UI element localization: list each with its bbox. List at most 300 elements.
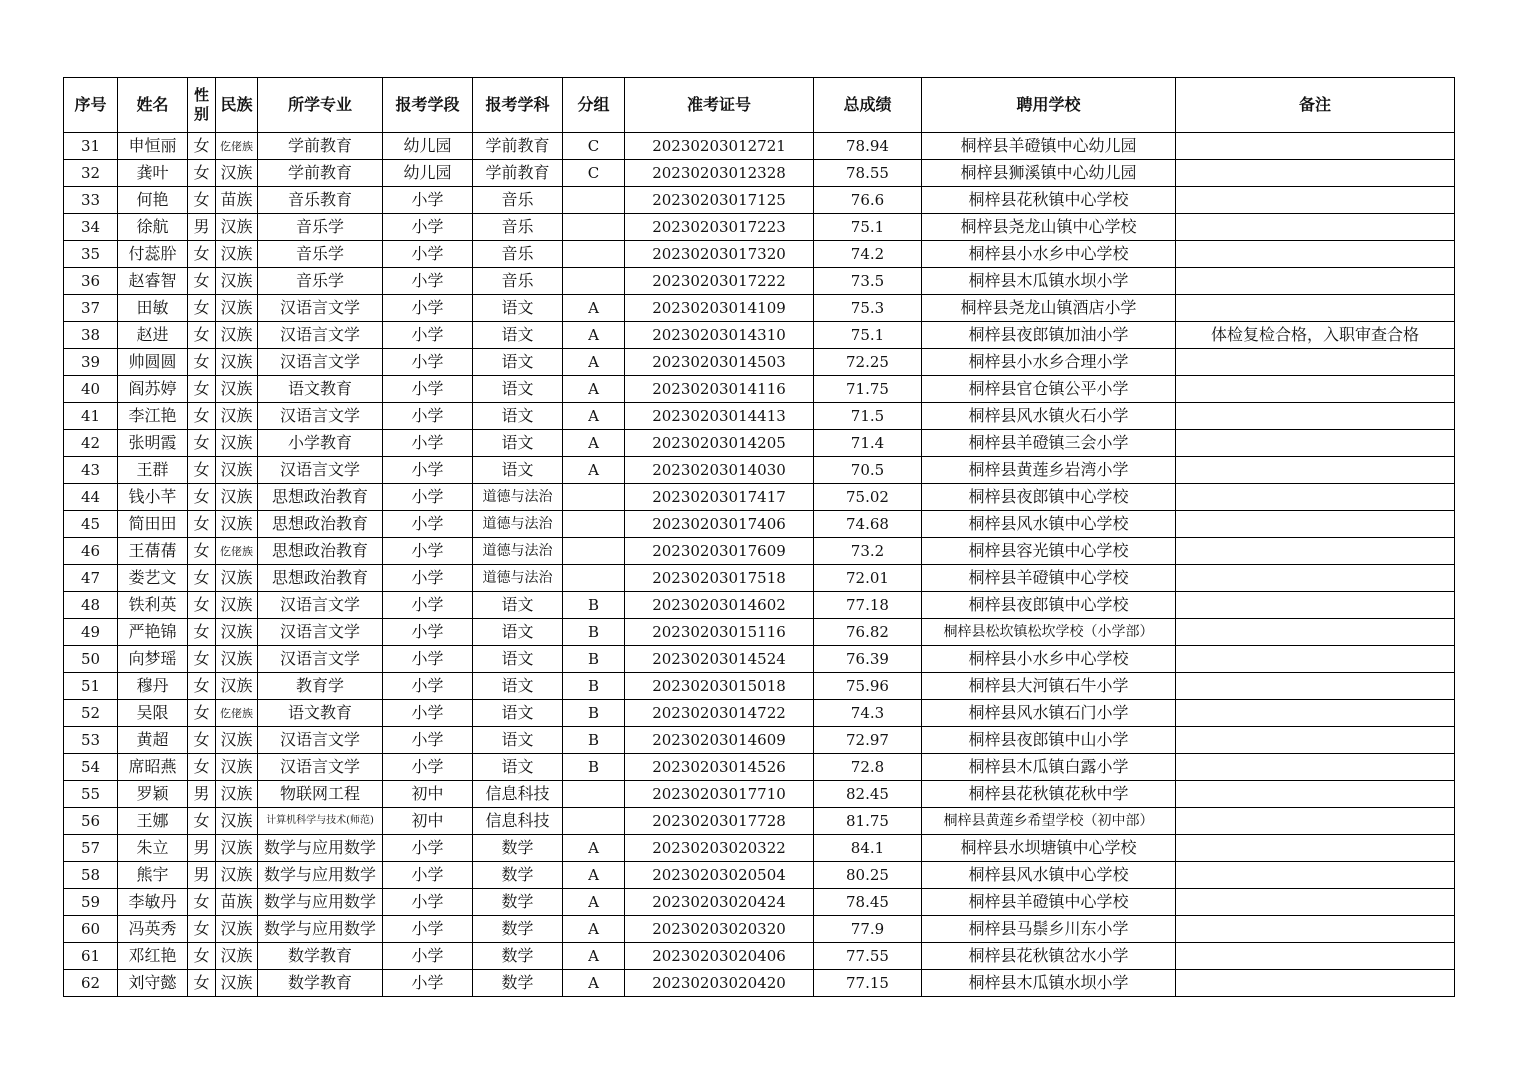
cell-remark <box>1176 727 1455 754</box>
header-seq: 序号 <box>64 78 118 133</box>
cell-ethnic: 苗族 <box>216 889 258 916</box>
cell-subject: 语文 <box>473 592 563 619</box>
cell-ethnic: 汉族 <box>216 835 258 862</box>
cell-name: 严艳锦 <box>118 619 188 646</box>
cell-score: 72.25 <box>814 349 922 376</box>
cell-remark <box>1176 916 1455 943</box>
cell-ethnic: 汉族 <box>216 862 258 889</box>
cell-stage: 小学 <box>383 295 473 322</box>
cell-subject: 音乐 <box>473 241 563 268</box>
cell-stage: 小学 <box>383 241 473 268</box>
cell-name: 熊宇 <box>118 862 188 889</box>
cell-subject: 数学 <box>473 835 563 862</box>
cell-seq: 33 <box>64 187 118 214</box>
cell-score: 76.39 <box>814 646 922 673</box>
cell-group: B <box>563 646 625 673</box>
cell-sex: 女 <box>188 322 216 349</box>
cell-group <box>563 187 625 214</box>
header-name: 姓名 <box>118 78 188 133</box>
cell-seq: 48 <box>64 592 118 619</box>
table-row <box>64 862 1455 889</box>
cell-major: 数学教育 <box>258 970 383 997</box>
cell-ethnic: 汉族 <box>216 754 258 781</box>
cell-name: 钱小芊 <box>118 484 188 511</box>
cell-major: 语文教育 <box>258 700 383 727</box>
cell-exam-id: 20230203014609 <box>625 727 814 754</box>
cell-stage: 初中 <box>383 781 473 808</box>
cell-school: 桐梓县羊磴镇中心学校 <box>922 889 1176 916</box>
table-row <box>64 889 1455 916</box>
cell-stage: 小学 <box>383 430 473 457</box>
cell-subject: 语文 <box>473 403 563 430</box>
cell-sex: 男 <box>188 835 216 862</box>
cell-seq: 34 <box>64 214 118 241</box>
cell-name: 冯英秀 <box>118 916 188 943</box>
cell-seq: 43 <box>64 457 118 484</box>
cell-seq: 42 <box>64 430 118 457</box>
cell-group: A <box>563 943 625 970</box>
cell-stage: 小学 <box>383 322 473 349</box>
cell-name: 黄超 <box>118 727 188 754</box>
cell-subject: 语文 <box>473 673 563 700</box>
table-row <box>64 457 1455 484</box>
header-major: 所学专业 <box>258 78 383 133</box>
cell-major: 学前教育 <box>258 133 383 160</box>
cell-exam-id: 20230203017710 <box>625 781 814 808</box>
cell-ethnic: 汉族 <box>216 322 258 349</box>
cell-score: 84.1 <box>814 835 922 862</box>
cell-remark <box>1176 646 1455 673</box>
cell-score: 77.15 <box>814 970 922 997</box>
cell-seq: 59 <box>64 889 118 916</box>
cell-group: A <box>563 349 625 376</box>
cell-ethnic: 汉族 <box>216 565 258 592</box>
header-subject: 报考学科 <box>473 78 563 133</box>
table-row <box>64 619 1455 646</box>
table-row <box>64 700 1455 727</box>
cell-remark <box>1176 376 1455 403</box>
cell-sex: 女 <box>188 646 216 673</box>
cell-stage: 小学 <box>383 592 473 619</box>
cell-seq: 46 <box>64 538 118 565</box>
table-row <box>64 214 1455 241</box>
cell-score: 80.25 <box>814 862 922 889</box>
cell-score: 81.75 <box>814 808 922 835</box>
cell-major: 思想政治教育 <box>258 565 383 592</box>
cell-sex: 女 <box>188 457 216 484</box>
table-row <box>64 511 1455 538</box>
cell-major: 音乐学 <box>258 268 383 295</box>
cell-subject: 语文 <box>473 376 563 403</box>
table-row <box>64 187 1455 214</box>
table-row <box>64 349 1455 376</box>
cell-group: B <box>563 727 625 754</box>
cell-name: 穆丹 <box>118 673 188 700</box>
cell-sex: 女 <box>188 916 216 943</box>
cell-name: 申恒丽 <box>118 133 188 160</box>
cell-stage: 小学 <box>383 457 473 484</box>
cell-subject: 数学 <box>473 916 563 943</box>
cell-group: A <box>563 430 625 457</box>
cell-sex: 女 <box>188 511 216 538</box>
header-sex-text: 性别 <box>194 86 210 123</box>
cell-ethnic: 汉族 <box>216 592 258 619</box>
cell-major: 汉语言文学 <box>258 349 383 376</box>
cell-name: 李敏丹 <box>118 889 188 916</box>
cell-ethnic: 仡佬族 <box>216 133 258 160</box>
cell-score: 75.96 <box>814 673 922 700</box>
cell-exam-id: 20230203017728 <box>625 808 814 835</box>
cell-score: 78.55 <box>814 160 922 187</box>
table-body <box>64 133 1455 997</box>
cell-seq: 44 <box>64 484 118 511</box>
cell-exam-id: 20230203017406 <box>625 511 814 538</box>
cell-stage: 小学 <box>383 700 473 727</box>
table-row <box>64 565 1455 592</box>
cell-major: 汉语言文学 <box>258 754 383 781</box>
cell-major: 数学与应用数学 <box>258 835 383 862</box>
cell-stage: 小学 <box>383 403 473 430</box>
cell-sex: 女 <box>188 970 216 997</box>
cell-seq: 45 <box>64 511 118 538</box>
cell-seq: 60 <box>64 916 118 943</box>
cell-score: 71.75 <box>814 376 922 403</box>
cell-sex: 女 <box>188 592 216 619</box>
cell-seq: 39 <box>64 349 118 376</box>
cell-group: B <box>563 592 625 619</box>
cell-seq: 53 <box>64 727 118 754</box>
cell-remark <box>1176 619 1455 646</box>
cell-exam-id: 20230203014030 <box>625 457 814 484</box>
cell-school: 桐梓县水坝塘镇中心学校 <box>922 835 1176 862</box>
table-row <box>64 376 1455 403</box>
cell-group: A <box>563 916 625 943</box>
cell-exam-id: 20230203020424 <box>625 889 814 916</box>
cell-school: 桐梓县官仓镇公平小学 <box>922 376 1176 403</box>
cell-subject: 语文 <box>473 322 563 349</box>
cell-stage: 小学 <box>383 835 473 862</box>
cell-major: 汉语言文学 <box>258 403 383 430</box>
cell-stage: 小学 <box>383 538 473 565</box>
cell-ethnic: 汉族 <box>216 511 258 538</box>
cell-remark <box>1176 781 1455 808</box>
cell-exam-id: 20230203014205 <box>625 430 814 457</box>
cell-subject: 语文 <box>473 457 563 484</box>
cell-group: A <box>563 970 625 997</box>
cell-major: 小学教育 <box>258 430 383 457</box>
results-sheet <box>63 77 1455 997</box>
table-row <box>64 646 1455 673</box>
cell-exam-id: 20230203017320 <box>625 241 814 268</box>
cell-sex: 女 <box>188 268 216 295</box>
cell-remark <box>1176 700 1455 727</box>
cell-score: 75.1 <box>814 214 922 241</box>
cell-school: 桐梓县羊磴镇中心幼儿园 <box>922 133 1176 160</box>
cell-exam-id: 20230203014413 <box>625 403 814 430</box>
cell-ethnic: 汉族 <box>216 214 258 241</box>
cell-subject: 道德与法治 <box>473 538 563 565</box>
cell-school: 桐梓县马鬃乡川东小学 <box>922 916 1176 943</box>
cell-remark <box>1176 835 1455 862</box>
cell-remark <box>1176 970 1455 997</box>
cell-group <box>563 538 625 565</box>
cell-name: 向梦瑶 <box>118 646 188 673</box>
cell-subject: 数学 <box>473 943 563 970</box>
cell-group: A <box>563 376 625 403</box>
cell-subject: 音乐 <box>473 268 563 295</box>
cell-exam-id: 20230203014526 <box>625 754 814 781</box>
cell-name: 龚叶 <box>118 160 188 187</box>
cell-score: 72.97 <box>814 727 922 754</box>
cell-major: 物联网工程 <box>258 781 383 808</box>
cell-sex: 女 <box>188 619 216 646</box>
cell-score: 76.6 <box>814 187 922 214</box>
cell-name: 阎苏婷 <box>118 376 188 403</box>
cell-sex: 女 <box>188 808 216 835</box>
cell-seq: 50 <box>64 646 118 673</box>
cell-ethnic: 汉族 <box>216 160 258 187</box>
cell-name: 朱立 <box>118 835 188 862</box>
cell-remark <box>1176 187 1455 214</box>
table-row <box>64 322 1455 349</box>
cell-subject: 道德与法治 <box>473 484 563 511</box>
cell-name: 王群 <box>118 457 188 484</box>
cell-school: 桐梓县夜郎镇加油小学 <box>922 322 1176 349</box>
cell-major: 汉语言文学 <box>258 295 383 322</box>
cell-score: 75.3 <box>814 295 922 322</box>
cell-major: 汉语言文学 <box>258 592 383 619</box>
cell-remark <box>1176 403 1455 430</box>
cell-name: 赵进 <box>118 322 188 349</box>
cell-name: 何艳 <box>118 187 188 214</box>
header-remark: 备注 <box>1176 78 1455 133</box>
cell-exam-id: 20230203014116 <box>625 376 814 403</box>
cell-ethnic: 汉族 <box>216 403 258 430</box>
cell-remark <box>1176 295 1455 322</box>
table-row <box>64 160 1455 187</box>
cell-major: 数学与应用数学 <box>258 862 383 889</box>
cell-group: C <box>563 160 625 187</box>
table-row <box>64 727 1455 754</box>
cell-group: A <box>563 457 625 484</box>
cell-stage: 小学 <box>383 187 473 214</box>
cell-school: 桐梓县羊磴镇三会小学 <box>922 430 1176 457</box>
cell-score: 78.45 <box>814 889 922 916</box>
cell-seq: 41 <box>64 403 118 430</box>
cell-remark <box>1176 484 1455 511</box>
cell-name: 罗颖 <box>118 781 188 808</box>
cell-group: B <box>563 673 625 700</box>
cell-ethnic: 汉族 <box>216 268 258 295</box>
cell-score: 72.8 <box>814 754 922 781</box>
cell-sex: 女 <box>188 673 216 700</box>
results-table <box>63 77 1455 997</box>
cell-ethnic: 汉族 <box>216 619 258 646</box>
cell-major: 汉语言文学 <box>258 619 383 646</box>
cell-score: 74.2 <box>814 241 922 268</box>
cell-ethnic: 汉族 <box>216 457 258 484</box>
cell-ethnic: 汉族 <box>216 646 258 673</box>
cell-remark <box>1176 268 1455 295</box>
cell-score: 76.82 <box>814 619 922 646</box>
cell-ethnic: 汉族 <box>216 376 258 403</box>
cell-stage: 初中 <box>383 808 473 835</box>
table-row <box>64 268 1455 295</box>
cell-school: 桐梓县容光镇中心学校 <box>922 538 1176 565</box>
cell-sex: 女 <box>188 889 216 916</box>
cell-ethnic: 汉族 <box>216 295 258 322</box>
cell-exam-id: 20230203020320 <box>625 916 814 943</box>
cell-stage: 小学 <box>383 565 473 592</box>
cell-name: 吴限 <box>118 700 188 727</box>
cell-remark <box>1176 808 1455 835</box>
cell-school: 桐梓县风水镇火石小学 <box>922 403 1176 430</box>
cell-school: 桐梓县小水乡中心学校 <box>922 241 1176 268</box>
cell-score: 75.02 <box>814 484 922 511</box>
cell-subject: 语文 <box>473 727 563 754</box>
cell-exam-id: 20230203020504 <box>625 862 814 889</box>
cell-seq: 35 <box>64 241 118 268</box>
cell-name: 张明霞 <box>118 430 188 457</box>
cell-group <box>563 781 625 808</box>
cell-sex: 女 <box>188 700 216 727</box>
cell-major: 数学与应用数学 <box>258 916 383 943</box>
cell-group <box>563 565 625 592</box>
cell-seq: 58 <box>64 862 118 889</box>
cell-remark <box>1176 241 1455 268</box>
cell-exam-id: 20230203020406 <box>625 943 814 970</box>
cell-subject: 数学 <box>473 889 563 916</box>
cell-exam-id: 20230203017222 <box>625 268 814 295</box>
cell-major: 音乐教育 <box>258 187 383 214</box>
cell-subject: 音乐 <box>473 187 563 214</box>
cell-sex: 女 <box>188 133 216 160</box>
cell-major: 汉语言文学 <box>258 322 383 349</box>
cell-stage: 小学 <box>383 970 473 997</box>
cell-major: 音乐学 <box>258 214 383 241</box>
table-row <box>64 835 1455 862</box>
table-row <box>64 970 1455 997</box>
table-row <box>64 295 1455 322</box>
cell-subject: 语文 <box>473 700 563 727</box>
table-row <box>64 916 1455 943</box>
cell-name: 赵睿智 <box>118 268 188 295</box>
cell-name: 刘守懿 <box>118 970 188 997</box>
table-row <box>64 673 1455 700</box>
cell-subject: 信息科技 <box>473 808 563 835</box>
cell-exam-id: 20230203020322 <box>625 835 814 862</box>
cell-sex: 女 <box>188 430 216 457</box>
cell-sex: 女 <box>188 538 216 565</box>
cell-school: 桐梓县木瓜镇白露小学 <box>922 754 1176 781</box>
cell-stage: 小学 <box>383 484 473 511</box>
cell-name: 李江艳 <box>118 403 188 430</box>
table-row <box>64 592 1455 619</box>
cell-score: 71.4 <box>814 430 922 457</box>
cell-name: 付蕊肸 <box>118 241 188 268</box>
cell-group <box>563 214 625 241</box>
cell-sex: 女 <box>188 565 216 592</box>
cell-group: A <box>563 322 625 349</box>
cell-ethnic: 汉族 <box>216 808 258 835</box>
cell-subject: 语文 <box>473 754 563 781</box>
cell-stage: 小学 <box>383 889 473 916</box>
cell-stage: 小学 <box>383 916 473 943</box>
cell-seq: 38 <box>64 322 118 349</box>
cell-group: B <box>563 754 625 781</box>
cell-sex: 男 <box>188 862 216 889</box>
cell-exam-id: 20230203017609 <box>625 538 814 565</box>
cell-name: 帅圆圆 <box>118 349 188 376</box>
cell-score: 74.68 <box>814 511 922 538</box>
cell-subject: 学前教育 <box>473 160 563 187</box>
cell-seq: 54 <box>64 754 118 781</box>
cell-subject: 道德与法治 <box>473 565 563 592</box>
cell-school: 桐梓县松坎镇松坎学校（小学部） <box>922 619 1176 646</box>
cell-school: 桐梓县花秋镇花秋中学 <box>922 781 1176 808</box>
cell-sex: 女 <box>188 943 216 970</box>
cell-score: 75.1 <box>814 322 922 349</box>
cell-major: 汉语言文学 <box>258 727 383 754</box>
cell-name: 娄艺文 <box>118 565 188 592</box>
cell-score: 77.55 <box>814 943 922 970</box>
cell-ethnic: 汉族 <box>216 970 258 997</box>
cell-group: A <box>563 862 625 889</box>
cell-name: 铁利英 <box>118 592 188 619</box>
cell-ethnic: 汉族 <box>216 484 258 511</box>
table-row <box>64 943 1455 970</box>
table-row <box>64 484 1455 511</box>
cell-school: 桐梓县黄莲乡希望学校（初中部） <box>922 808 1176 835</box>
cell-score: 73.5 <box>814 268 922 295</box>
cell-subject: 数学 <box>473 970 563 997</box>
cell-name: 席昭燕 <box>118 754 188 781</box>
cell-major: 思想政治教育 <box>258 538 383 565</box>
cell-school: 桐梓县木瓜镇水坝小学 <box>922 970 1176 997</box>
cell-ethnic: 汉族 <box>216 430 258 457</box>
cell-stage: 小学 <box>383 727 473 754</box>
cell-exam-id: 20230203014109 <box>625 295 814 322</box>
cell-group <box>563 511 625 538</box>
header-sex <box>188 78 216 133</box>
header-score: 总成绩 <box>814 78 922 133</box>
cell-sex: 女 <box>188 754 216 781</box>
cell-group <box>563 268 625 295</box>
cell-school: 桐梓县风水镇中心学校 <box>922 862 1176 889</box>
cell-seq: 31 <box>64 133 118 160</box>
cell-ethnic: 仡佬族 <box>216 700 258 727</box>
cell-group <box>563 808 625 835</box>
header-group: 分组 <box>563 78 625 133</box>
cell-remark <box>1176 889 1455 916</box>
cell-ethnic: 汉族 <box>216 943 258 970</box>
cell-group: C <box>563 133 625 160</box>
cell-exam-id: 20230203014602 <box>625 592 814 619</box>
cell-score: 70.5 <box>814 457 922 484</box>
cell-remark <box>1176 538 1455 565</box>
cell-subject: 信息科技 <box>473 781 563 808</box>
cell-seq: 56 <box>64 808 118 835</box>
cell-school: 桐梓县狮溪镇中心幼儿园 <box>922 160 1176 187</box>
cell-seq: 62 <box>64 970 118 997</box>
cell-name: 简田田 <box>118 511 188 538</box>
cell-group <box>563 241 625 268</box>
cell-school: 桐梓县夜郎镇中心学校 <box>922 484 1176 511</box>
cell-seq: 49 <box>64 619 118 646</box>
cell-name: 田敏 <box>118 295 188 322</box>
cell-school: 桐梓县大河镇石牛小学 <box>922 673 1176 700</box>
cell-remark <box>1176 160 1455 187</box>
